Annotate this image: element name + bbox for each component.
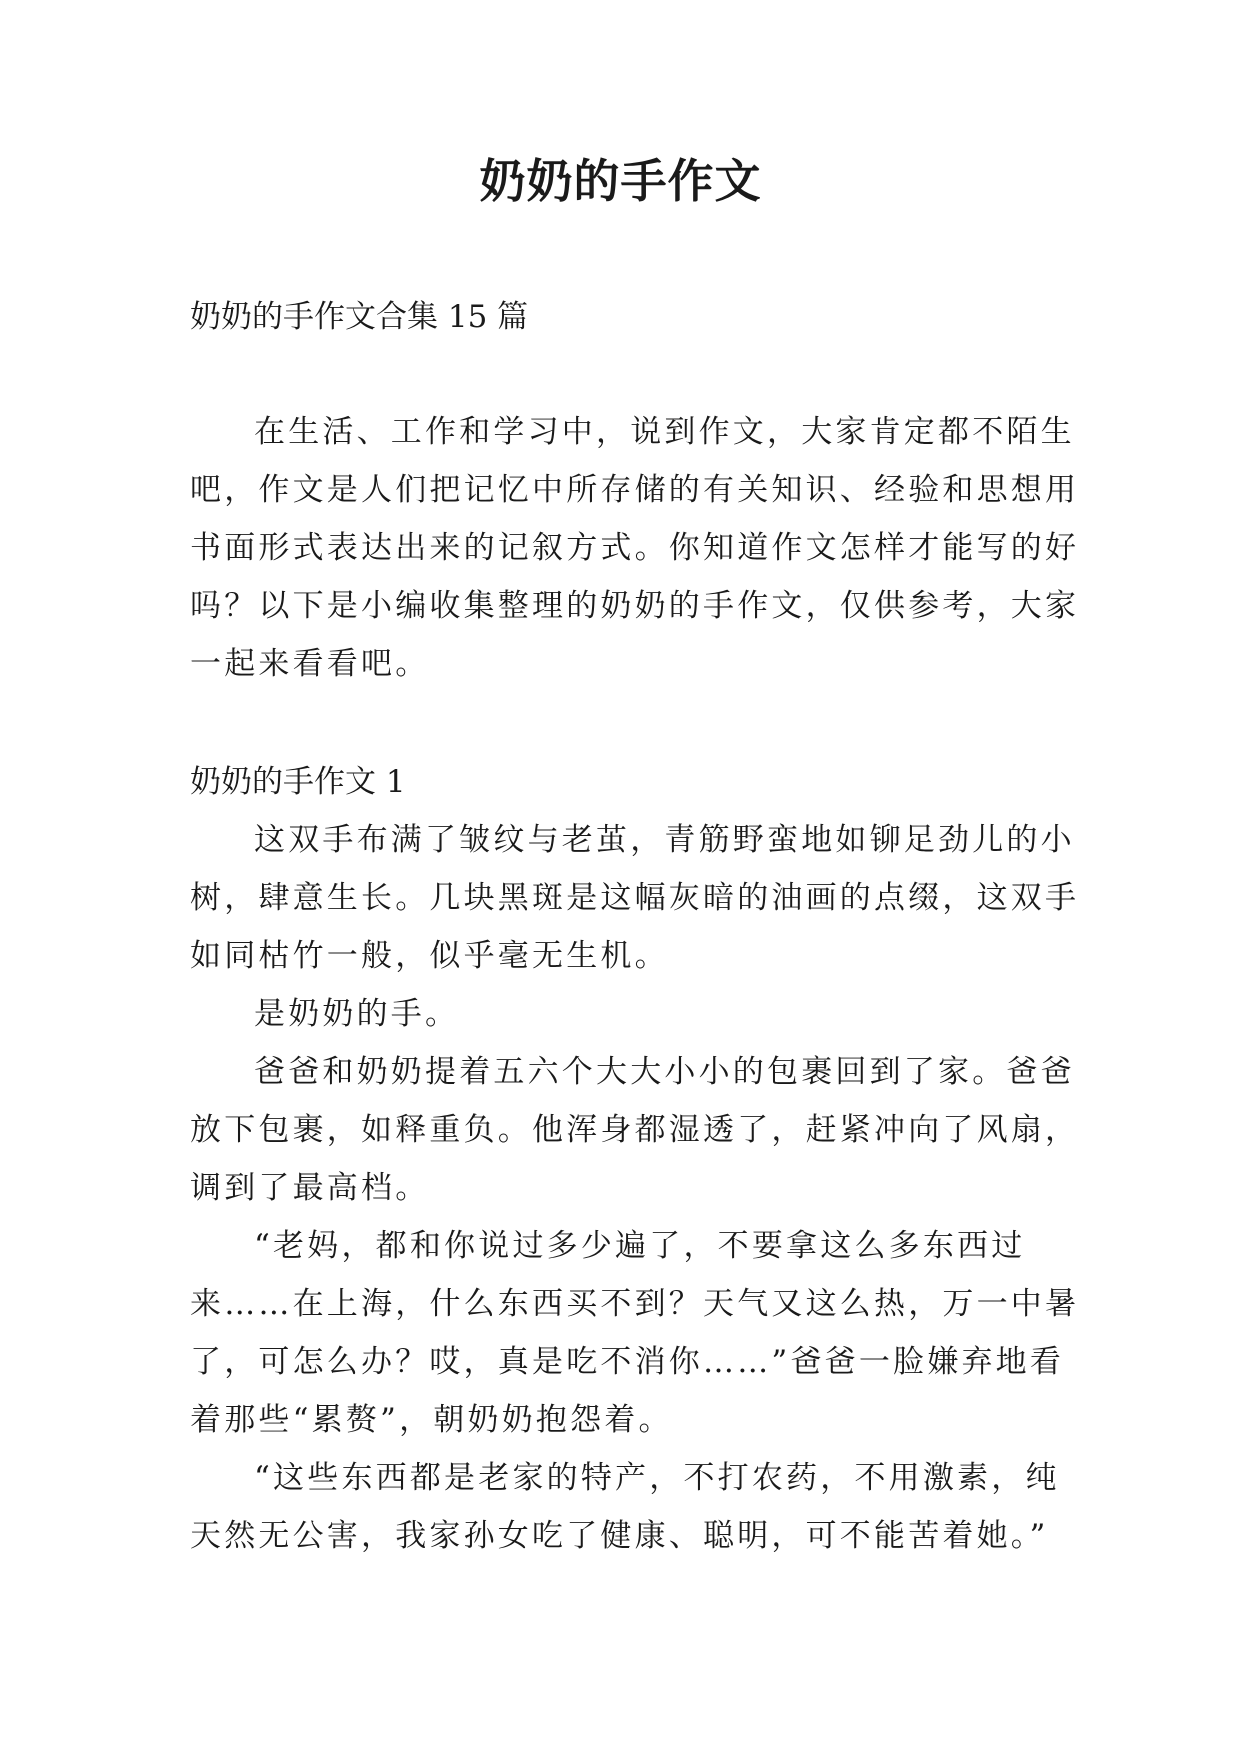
paragraph-line: 吧，作文是人们把记忆中所存储的有关知识、经验和思想用: [190, 472, 1080, 508]
paragraph-line: 树，肆意生长。几块黑斑是这幅灰暗的油画的点缀，这双手: [190, 880, 1080, 916]
paragraph-line: 调到了最高档。: [190, 1170, 430, 1206]
essay-body: [190, 811, 1080, 1565]
paragraph-line: 来……在上海，什么东西买不到？天气又这么热，万一中暑: [190, 1286, 1080, 1322]
section-heading: 奶奶的手作文 1: [190, 764, 406, 800]
paragraph-line: 了，可怎么办？哎，真是吃不消你……”爸爸一脸嫌弃地看: [190, 1344, 1065, 1380]
paragraph-line: 吗？以下是小编收集整理的奶奶的手作文，仅供参考，大家: [190, 588, 1080, 624]
paragraph-line: 如同枯竹一般，似乎毫无生机。: [190, 938, 669, 974]
paragraph-line: 天然无公害，我家孙女吃了健康、聪明，可不能苦着她。”: [190, 1518, 1049, 1554]
intro-paragraph: [190, 403, 1080, 693]
paragraph-line: “这些东西都是老家的特产，不打农药，不用激素，纯: [254, 1460, 1060, 1496]
paragraph-line: 这双手布满了皱纹与老茧，青筋野蛮地如铆足劲儿的小: [254, 822, 1075, 858]
paragraph-line: “老妈，都和你说过多少遍了，不要拿这么多东西过: [254, 1228, 1026, 1264]
paragraph-line: 是奶奶的手。: [254, 996, 460, 1032]
paragraph-line: 爸爸和奶奶提着五六个大大小小的包裹回到了家。爸爸: [254, 1054, 1075, 1090]
document-subtitle: 奶奶的手作文合集 15 篇: [190, 299, 529, 335]
document-title: 奶奶的手作文: [479, 154, 762, 208]
paragraph-line: 书面形式表达出来的记叙方式。你知道作文怎样才能写的好: [190, 530, 1080, 566]
paragraph-line: 着那些“累赘”，朝奶奶抱怨着。: [190, 1402, 673, 1438]
paragraph-line: 一起来看看吧。: [190, 646, 430, 682]
paragraph-line: 放下包裹，如释重负。他浑身都湿透了，赶紧冲向了风扇，: [190, 1112, 1080, 1148]
paragraph-line: 在生活、工作和学习中，说到作文，大家肯定都不陌生: [254, 414, 1075, 450]
